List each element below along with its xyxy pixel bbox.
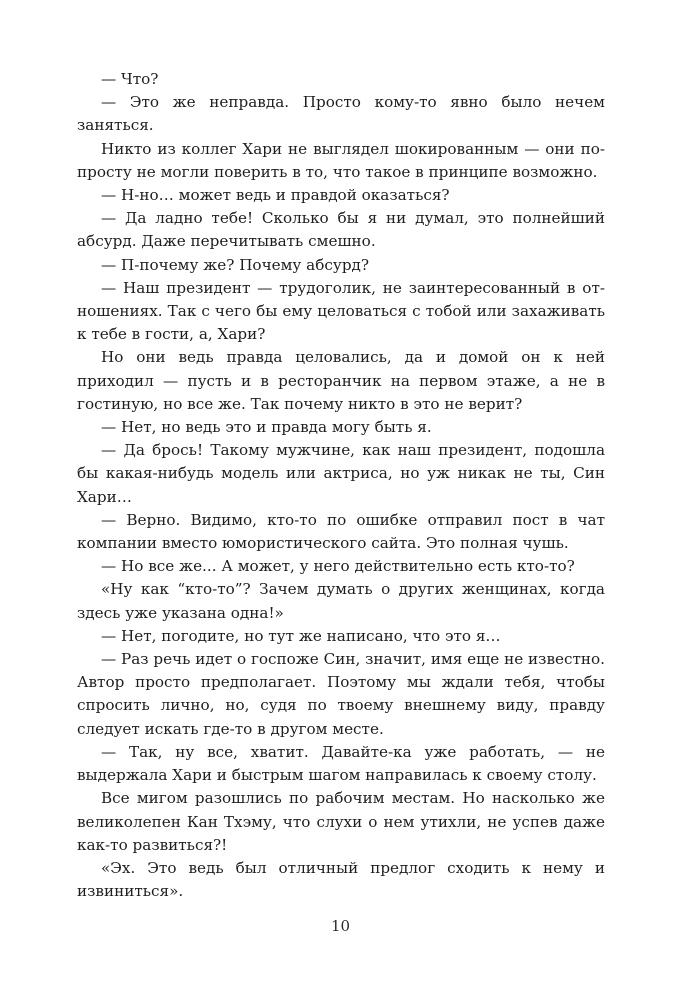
paragraph: — Но все же... А может, у него действительно есть кто-то? (101, 557, 575, 576)
paragraph: — Наш президент — трудоголик, не заинтересованный в отношениях. Так с чего бы ему целоваться с тобой или захаживать к тебе в гости, а, Хари? (77, 278, 605, 344)
paragraph: — Да ладно тебе! Сколько бы я ни думал, это полнейший абсурд. Даже перечитывать смешно. (77, 209, 605, 251)
paragraph: — Раз речь идет о госпоже Син, значит, имя еще не известно. Автор просто предполагает. Поэтому мы ждали тебя, чтобы спросить лично, но, судя по твоему внешнему виду, правду следует искать где-то в другом месте. (77, 650, 605, 738)
paragraph: — Верно. Видимо, кто-то по ошибке отправил пост в чат компании вместо юмористического сайта. Это полная чушь. (77, 510, 605, 553)
paragraph: Никто из коллег Хари не выглядел шокированным — они попросту не могли поверить в то, что такое в принципе возможно. (77, 139, 605, 181)
body-text (77, 68, 605, 903)
paragraph: «Ну как “кто-то”? Зачем думать о других женщинах, когда здесь уже указана одна!» (77, 580, 605, 622)
paragraph: «Эх. Это ведь был отличный предлог сходить к нему и извиниться». (77, 858, 605, 901)
paragraph: — Да брось! Такому мужчине, как наш президент, подошла бы какая-нибудь модель или актриса, но уж никак не ты, Син Хари… (77, 441, 605, 506)
paragraph: — Н-но… может ведь и правдой оказаться? (101, 186, 450, 205)
paragraph: — П-почему же? Почему абсурд? (101, 255, 370, 274)
page-number: 10 (330, 917, 351, 935)
paragraph: Но они ведь правда целовались, да и домой он к ней приходил — пусть и в ресторанчик на первом этаже, а не в гостиную, но все же. Так почему никто в это не верит? (77, 348, 605, 413)
paragraph: — Нет, погодите, но тут же написано, что это я… (101, 626, 501, 645)
paragraph: — Нет, но ведь это и правда могу быть я. (101, 418, 432, 437)
paragraph: — Так, ну все, хватит. Давайте-ка уже работать, — не выдержала Хари и быстрым шагом направилась к своему столу. (77, 742, 605, 785)
paragraph: Все мигом разошлись по рабочим местам. Но насколько же великолепен Кан Тхэму, что слухи о нем утихли, не успев даже как-то развиться?! (77, 789, 605, 854)
paragraph: — Это же неправда. Просто кому-то явно было нечем заняться. (77, 93, 605, 135)
paragraph: — Что? (101, 70, 159, 88)
